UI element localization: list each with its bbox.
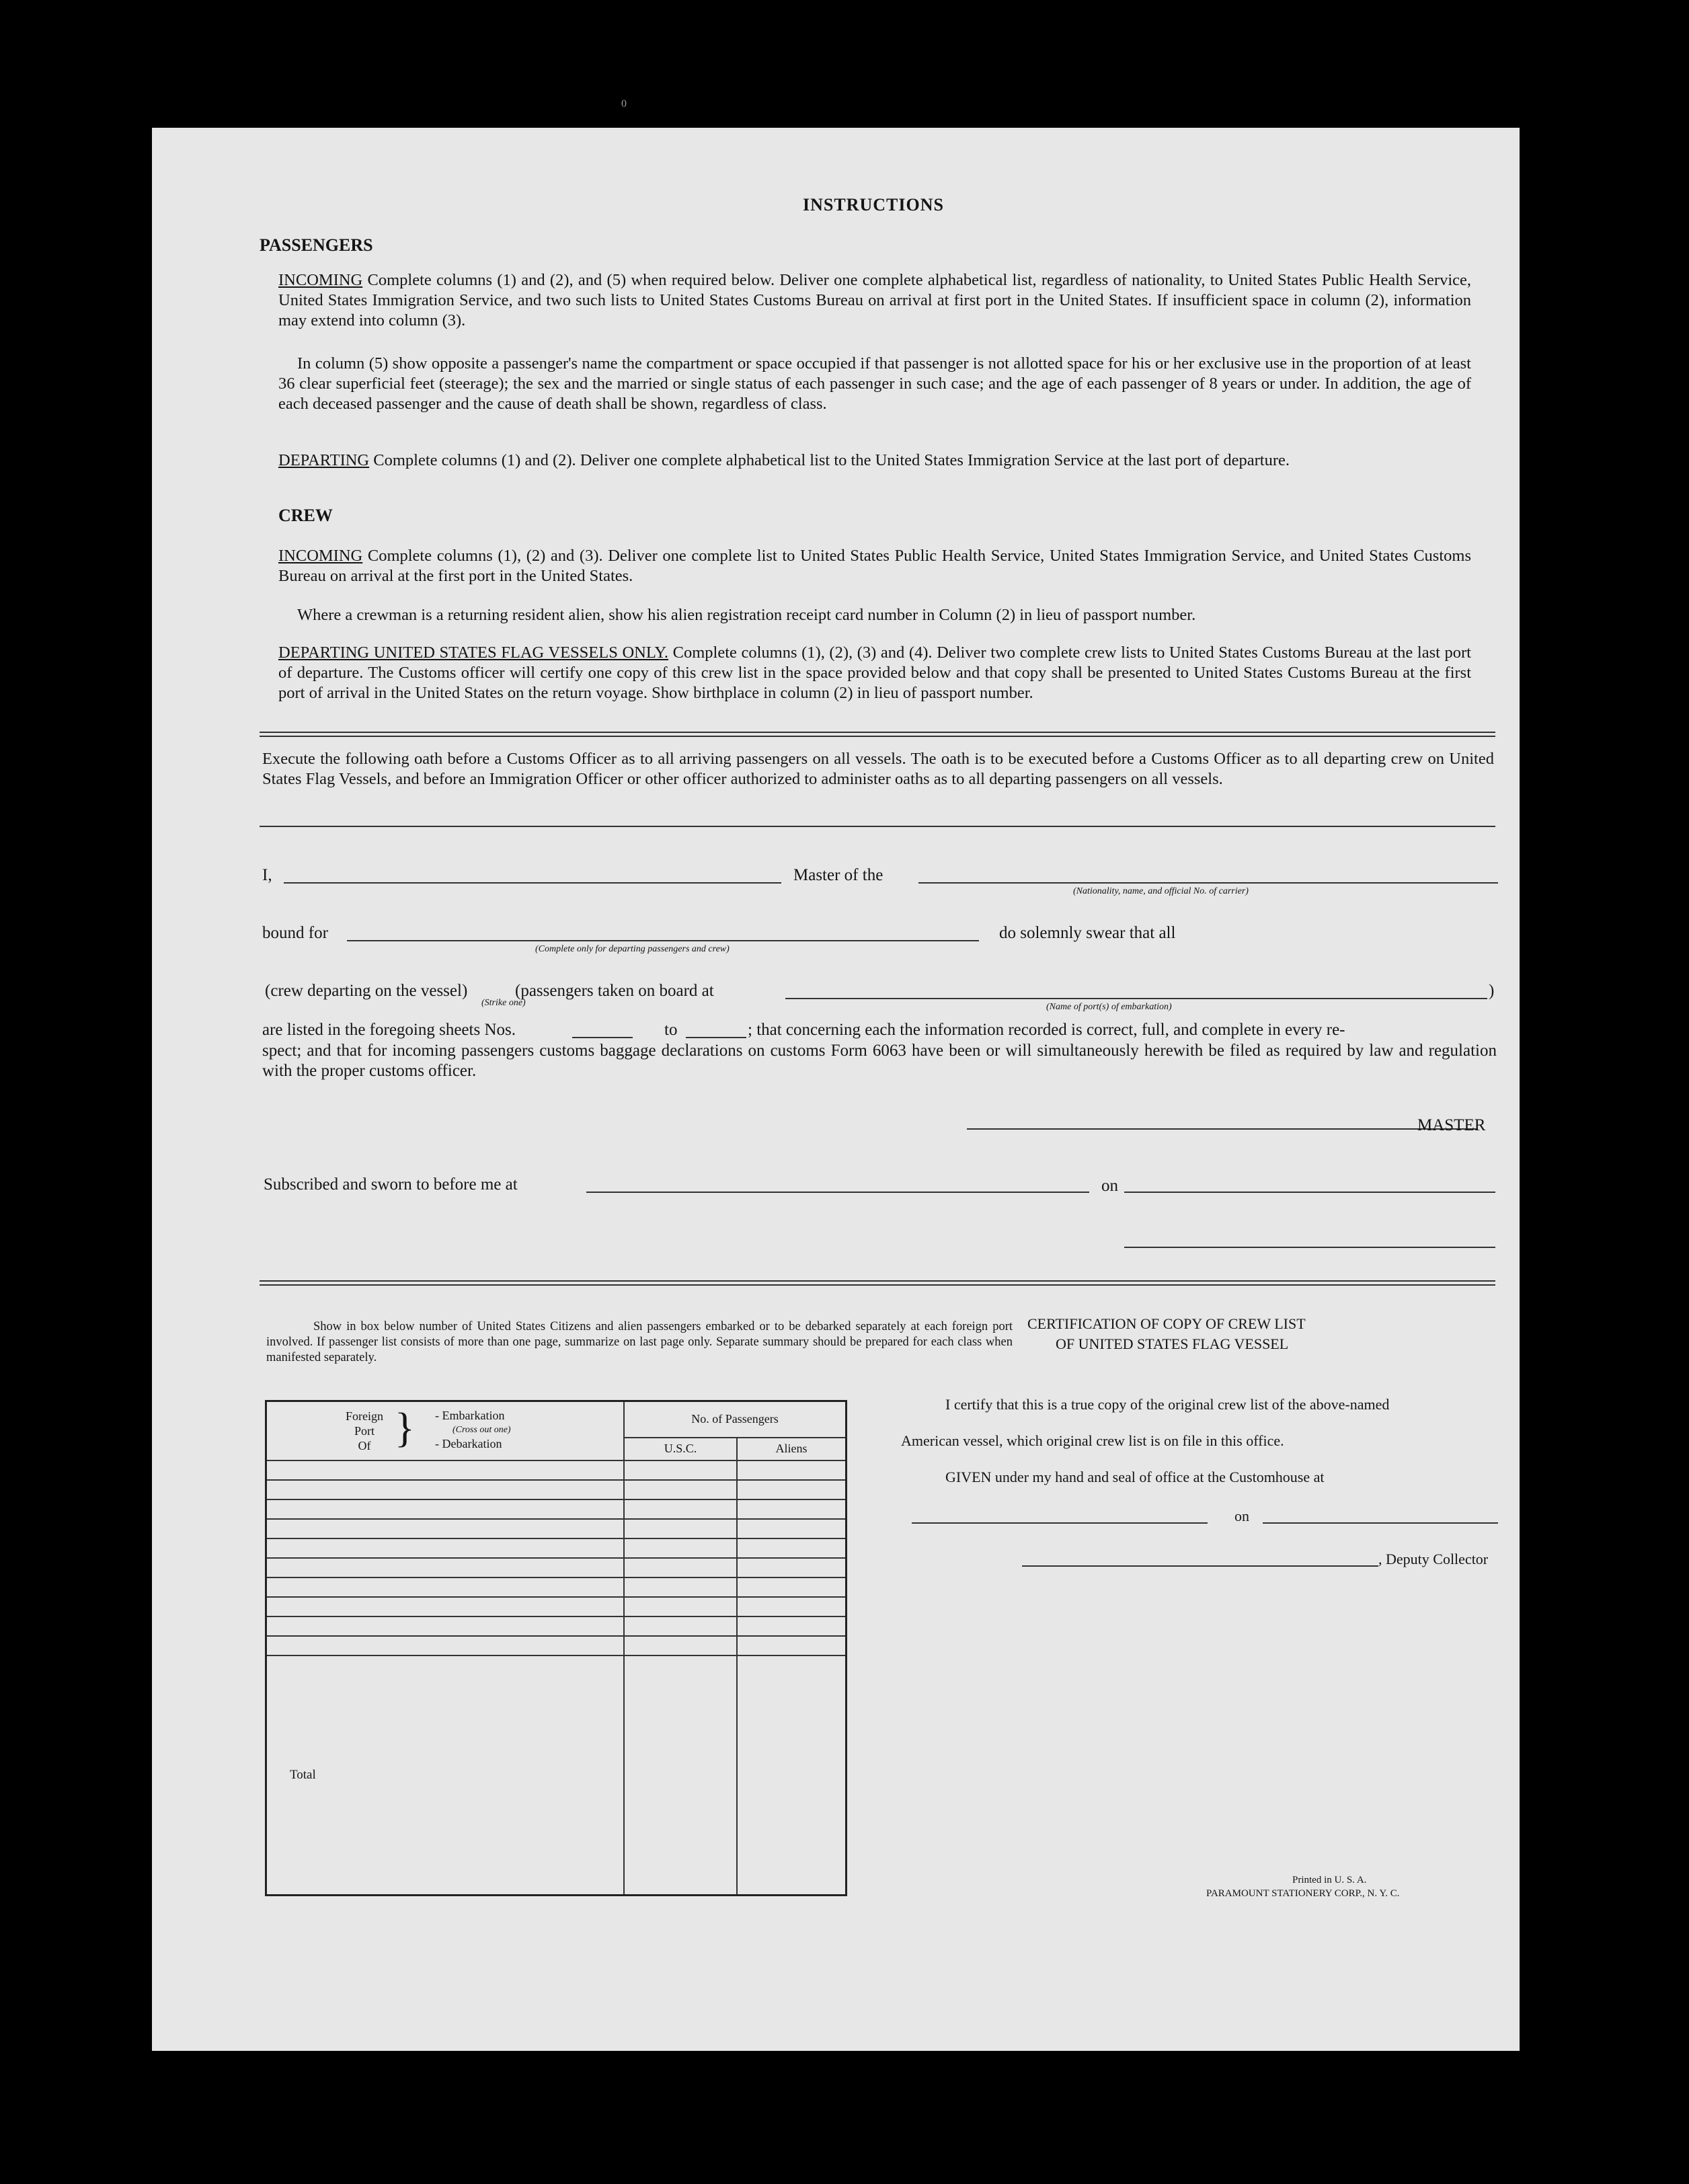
of-label: Of xyxy=(358,1439,371,1452)
aliens-cell[interactable] xyxy=(737,1480,847,1499)
table-row xyxy=(266,1636,847,1655)
oath-intro: Execute the following oath before a Customs Officer as to all arriving passengers on all vessels. The oath is to be executed before a Customs Officer as to all departing crew on United States Flag Vessels, and before an Immigration Officer or other officer authorized to administer oaths as to all departing passengers on all vessels. xyxy=(262,750,1494,788)
listed-text-b: ; that concerning each the information recorded is correct, full, and complete in every re- xyxy=(748,1021,1345,1039)
sworn-on-label: on xyxy=(1101,1177,1118,1195)
port-cell[interactable] xyxy=(266,1577,625,1597)
usc-cell[interactable] xyxy=(624,1538,737,1558)
port-cell[interactable] xyxy=(266,1636,625,1655)
oath-divider xyxy=(260,826,1495,827)
crew-departing-option: (crew departing on the vessel) xyxy=(265,982,468,1000)
aliens-header: Aliens xyxy=(737,1438,847,1460)
deputy-collector-label: , Deputy Collector xyxy=(1378,1551,1489,1567)
aliens-cell[interactable] xyxy=(737,1460,847,1480)
passengers-incoming-label: INCOMING xyxy=(278,271,363,289)
debarkation-label: - Debarkation xyxy=(435,1437,502,1450)
table-row xyxy=(266,1597,847,1616)
usc-cell[interactable] xyxy=(624,1460,737,1480)
table-row xyxy=(266,1616,847,1636)
passengers-departing-text: Complete columns (1) and (2). Deliver one complete alphabetical list to the United States Immigration Service at the last port of departure. xyxy=(369,451,1290,469)
port-cell[interactable] xyxy=(266,1519,625,1538)
usc-cell[interactable] xyxy=(624,1597,737,1616)
lower-divider xyxy=(260,1280,1495,1286)
num-passengers-header: No. of Passengers xyxy=(624,1401,847,1438)
port-cell[interactable] xyxy=(266,1558,625,1577)
usc-cell[interactable] xyxy=(624,1616,737,1636)
deputy-signature-field[interactable] xyxy=(1022,1565,1378,1567)
page-title: INSTRUCTIONS xyxy=(803,195,944,214)
master-signature-label: MASTER xyxy=(1417,1116,1486,1134)
certify-line-2: American vessel, which original crew list is on file in this office. xyxy=(901,1432,1284,1449)
crew-incoming-label: INCOMING xyxy=(278,547,363,565)
summary-instructions: Show in box below number of United States Citizens and alien passengers embarked or to be debarked separately at each foreign port involved. If passenger list consists of more than one page, summarize on last page only. Separate summary should be prepared for each class when manifested separately. xyxy=(266,1320,1013,1364)
port-label: Port xyxy=(354,1424,375,1438)
passengers-taken-option: (passengers taken on board at xyxy=(515,982,714,1000)
port-cell[interactable] xyxy=(266,1499,625,1519)
carrier-field[interactable] xyxy=(918,882,1498,884)
subscribed-label: Subscribed and sworn to before me at xyxy=(264,1175,518,1194)
printed-in-usa: Printed in U. S. A. xyxy=(1292,1875,1367,1885)
ports-note: (Name of port(s) of embarkation) xyxy=(1046,1002,1172,1012)
usc-cell[interactable] xyxy=(624,1636,737,1655)
aliens-cell[interactable] xyxy=(737,1538,847,1558)
port-cell[interactable] xyxy=(266,1616,625,1636)
stray-mark: 0 xyxy=(621,98,627,110)
crew-resident-instruction: Where a crewman is a returning resident alien, show his alien registration receipt card number in Column (2) in lieu of passport number. xyxy=(297,606,1196,624)
aliens-cell[interactable] xyxy=(737,1616,847,1636)
aliens-cell[interactable] xyxy=(737,1636,847,1655)
port-cell[interactable] xyxy=(266,1538,625,1558)
passengers-incoming-text: Complete columns (1) and (2), and (5) when required below. Deliver one complete alphabetical list, regardless of nationality, to United States Public Health Service, United States Immigration Service, and two such lists to United States Customs Bureau on arrival at first port in the United States. If insufficient space in column (2), information may extend into column (3). xyxy=(278,271,1471,329)
strike-one-note: (Strike one) xyxy=(481,998,526,1008)
passengers-incoming-instruction xyxy=(278,270,1471,331)
form-sheet xyxy=(152,128,1520,2051)
given-line: GIVEN under my hand and seal of office at the Customhouse at xyxy=(945,1469,1325,1485)
oath-i-label: I, xyxy=(262,866,272,884)
aliens-cell[interactable] xyxy=(737,1558,847,1577)
passengers-departing-label: DEPARTING xyxy=(278,451,370,469)
usc-cell[interactable] xyxy=(624,1480,737,1499)
aliens-cell[interactable] xyxy=(737,1519,847,1538)
crew-departing-instruction xyxy=(278,643,1471,703)
certification-title-1: CERTIFICATION OF COPY OF CREW LIST xyxy=(1027,1315,1306,1332)
total-row xyxy=(266,1655,847,1895)
master-of-label: Master of the xyxy=(793,866,883,884)
listed-text-c: spect; and that for incoming passengers customs baggage declarations on customs Form 6063 have been or will simultaneously herewith be filed as required by law and regulation with the proper customs officer. xyxy=(262,1042,1497,1080)
total-usc-cell[interactable] xyxy=(624,1655,737,1895)
passengers-departing-instruction xyxy=(278,451,1471,471)
total-label: Total xyxy=(266,1655,625,1895)
table-row xyxy=(266,1519,847,1538)
table-row xyxy=(266,1460,847,1480)
officer-signature-field[interactable] xyxy=(1124,1247,1495,1248)
usc-cell[interactable] xyxy=(624,1519,737,1538)
foreign-label: Foreign xyxy=(346,1409,383,1423)
aliens-cell[interactable] xyxy=(737,1577,847,1597)
usc-cell[interactable] xyxy=(624,1558,737,1577)
table-row xyxy=(266,1538,847,1558)
crew-heading: CREW xyxy=(278,506,333,525)
crew-departing-text: Complete columns (1), (2), (3) and (4). Deliver two complete crew lists to United States Customs Bureau at the last port of departure. The Customs officer will certify one copy of this crew list in the space provided below and that copy shall be presented to United States Customs Bureau at the first port of arrival in the United States on the return voyage. Show birthplace in column (2) in lieu of passport number. xyxy=(278,644,1471,702)
sheet-from-field[interactable] xyxy=(572,1037,633,1038)
listed-to-label: to xyxy=(664,1021,678,1039)
master-name-field[interactable] xyxy=(284,882,781,884)
usc-header: U.S.C. xyxy=(624,1438,737,1460)
embarkation-label: - Embarkation xyxy=(435,1409,505,1422)
table-row xyxy=(266,1480,847,1499)
certification-date-field[interactable] xyxy=(1263,1522,1498,1524)
section-divider xyxy=(260,732,1495,737)
swear-label: do solemnly swear that all xyxy=(999,924,1176,942)
customhouse-field[interactable] xyxy=(912,1522,1208,1524)
usc-cell[interactable] xyxy=(624,1499,737,1519)
aliens-cell[interactable] xyxy=(737,1499,847,1519)
certification-on-label: on xyxy=(1234,1508,1249,1524)
brace: } xyxy=(395,1405,415,1451)
crew-departing-label: DEPARTING UNITED STATES FLAG VESSELS ONLY. xyxy=(278,644,669,662)
certification-title-2: OF UNITED STATES FLAG VESSEL xyxy=(1056,1335,1289,1352)
total-aliens-cell[interactable] xyxy=(737,1655,847,1895)
embarkation-port-field[interactable] xyxy=(785,998,1487,999)
port-cell[interactable] xyxy=(266,1597,625,1616)
passengers-column5-instruction: In column (5) show opposite a passenger's name the compartment or space occupied if that passenger is not allotted space for his or her exclusive use in the proportion of at least 36 clear superficial feet (steerage); the sex and the married or single status of each passenger in such case; and the age of each passenger of 8 years or under. In addition, the age of each deceased passenger and the cause of death shall be shown, regardless of class. xyxy=(278,354,1471,413)
certify-line-1: I certify that this is a true copy of the original crew list of the above-named xyxy=(945,1396,1390,1413)
sworn-date-field[interactable] xyxy=(1124,1192,1495,1193)
listed-text-a: are listed in the foregoing sheets Nos. xyxy=(262,1021,516,1039)
printer-imprint: PARAMOUNT STATIONERY CORP., N. Y. C. xyxy=(1206,1888,1400,1899)
departing-note: (Complete only for departing passengers and crew) xyxy=(535,944,730,954)
sworn-place-field[interactable] xyxy=(586,1192,1089,1193)
table-row xyxy=(266,1577,847,1597)
usc-cell[interactable] xyxy=(624,1577,737,1597)
passenger-summary-table xyxy=(265,1400,847,1896)
carrier-note: (Nationality, name, and official No. of carrier) xyxy=(1073,886,1249,896)
bound-for-label: bound for xyxy=(262,924,328,942)
aliens-cell[interactable] xyxy=(737,1597,847,1616)
close-paren: ) xyxy=(1489,982,1495,1000)
master-signature-field[interactable] xyxy=(967,1128,1478,1130)
port-header xyxy=(266,1401,625,1460)
cross-out-note: (Cross out one) xyxy=(453,1425,511,1435)
passengers-heading: PASSENGERS xyxy=(260,235,373,255)
crew-incoming-instruction xyxy=(278,546,1471,586)
table-row xyxy=(266,1499,847,1519)
sheet-to-field[interactable] xyxy=(686,1037,746,1038)
bound-for-field[interactable] xyxy=(347,940,979,941)
port-cell[interactable] xyxy=(266,1480,625,1499)
port-cell[interactable] xyxy=(266,1460,625,1480)
table-row xyxy=(266,1558,847,1577)
crew-incoming-text: Complete columns (1), (2) and (3). Deliver one complete list to United States Public Health Service, United States Immigration Service, and United States Customs Bureau on arrival at the first port in the United States. xyxy=(278,547,1471,585)
